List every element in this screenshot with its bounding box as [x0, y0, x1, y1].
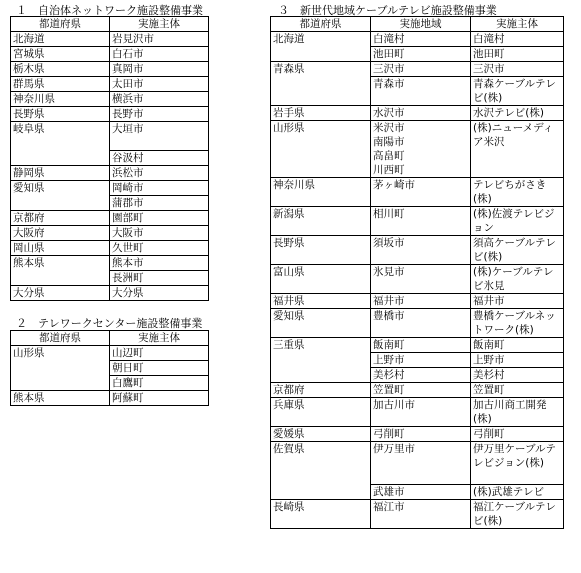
cell-area: 武雄市 — [371, 485, 471, 500]
cell-prefecture: 北海道 — [271, 32, 371, 47]
cell-implementer: 久世町 — [110, 241, 209, 256]
cell-prefecture: 岐阜県 — [11, 122, 110, 151]
cell-prefecture: 福井県 — [271, 294, 371, 309]
cell-area: 池田町 — [371, 47, 471, 62]
cell-implementer: (株)ケーブルテレビ氷見 — [471, 265, 564, 294]
cell-area: 福井市 — [371, 294, 471, 309]
section1-heading: １ 自治体ネットワーク施設整備事業 — [16, 4, 203, 17]
cell-area: 福江市 — [371, 500, 471, 529]
cell-area: 水沢市 — [371, 106, 471, 121]
cell-area: 弓削町 — [371, 427, 471, 442]
cell-implementer: 横浜市 — [110, 92, 209, 107]
header-implementer: 実施主体 — [110, 17, 209, 32]
cell-implementer: 山辺町 — [110, 346, 209, 361]
cell-implementer: 伊万里ケーブルテレビジョン(株) — [471, 442, 564, 485]
table-cable-tv — [270, 16, 564, 529]
header-implementer: 実施主体 — [471, 17, 564, 32]
cell-area: 伊万里市 — [371, 442, 471, 485]
cell-prefecture: 新潟県 — [271, 207, 371, 236]
cell-prefecture: 岩手県 — [271, 106, 371, 121]
cell-prefecture: 愛媛県 — [271, 427, 371, 442]
cell-prefecture: 熊本県 — [11, 256, 110, 271]
cell-prefecture — [11, 361, 110, 376]
cell-area: 豊橋市 — [371, 309, 471, 338]
cell-prefecture — [271, 77, 371, 106]
cell-area: 上野市 — [371, 353, 471, 368]
cell-prefecture: 愛知県 — [271, 309, 371, 338]
cell-implementer: 弓削町 — [471, 427, 564, 442]
header-prefecture: 都道府県 — [271, 17, 371, 32]
cell-area: 氷見市 — [371, 265, 471, 294]
cell-implementer: 加古川商工開発(株) — [471, 398, 564, 427]
cell-prefecture: 長野県 — [271, 236, 371, 265]
cell-prefecture — [11, 376, 110, 391]
cell-prefecture: 大阪府 — [11, 226, 110, 241]
cell-area: 美杉村 — [371, 368, 471, 383]
cell-implementer: 長洲町 — [110, 271, 209, 286]
cell-implementer: 豊橋ケーブルネットワーク(株) — [471, 309, 564, 338]
cell-prefecture: 愛知県 — [11, 181, 110, 196]
cell-area: 加古川市 — [371, 398, 471, 427]
cell-implementer: 大阪市 — [110, 226, 209, 241]
cell-implementer: 太田市 — [110, 77, 209, 92]
cell-prefecture: 静岡県 — [11, 166, 110, 181]
cell-area: 相川町 — [371, 207, 471, 236]
cell-prefecture — [271, 47, 371, 62]
cell-prefecture: 長崎県 — [271, 500, 371, 529]
header-implementer: 実施主体 — [110, 331, 209, 346]
cell-prefecture — [271, 485, 371, 500]
cell-prefecture: 青森県 — [271, 62, 371, 77]
cell-implementer: 飯南町 — [471, 338, 564, 353]
cell-implementer: 青森ケーブルテレビ(株) — [471, 77, 564, 106]
cell-implementer: 真岡市 — [110, 62, 209, 77]
cell-prefecture: 大分県 — [11, 286, 110, 301]
header-prefecture: 都道府県 — [11, 331, 110, 346]
cell-area: 米沢市 南陽市 高畠町 川西町 — [371, 121, 471, 178]
table-telework-center — [10, 330, 209, 406]
cell-prefecture: 宮城県 — [11, 47, 110, 62]
section2-heading: ２ テレワークセンター施設整備事業 — [16, 317, 203, 330]
cell-prefecture: 山形県 — [271, 121, 371, 178]
cell-prefecture: 群馬県 — [11, 77, 110, 92]
cell-implementer: 須高ケーブルテレビ(株) — [471, 236, 564, 265]
cell-prefecture: 神奈川県 — [271, 178, 371, 207]
cell-implementer: 浜松市 — [110, 166, 209, 181]
cell-implementer: 岩見沢市 — [110, 32, 209, 47]
cell-prefecture — [271, 368, 371, 383]
cell-implementer: 福江ケーブルテレビ(株) — [471, 500, 564, 529]
cell-implementer: (株)武雄テレビ — [471, 485, 564, 500]
cell-area: 青森市 — [371, 77, 471, 106]
cell-implementer: 大分県 — [110, 286, 209, 301]
cell-prefecture: 富山県 — [271, 265, 371, 294]
cell-prefecture — [271, 353, 371, 368]
table-local-government-network — [10, 16, 209, 301]
cell-implementer: 上野市 — [471, 353, 564, 368]
cell-implementer: 熊本市 — [110, 256, 209, 271]
cell-implementer: 池田町 — [471, 47, 564, 62]
cell-implementer: 阿蘇町 — [110, 391, 209, 406]
cell-implementer: (株)ニューメディア米沢 — [471, 121, 564, 178]
cell-implementer: 谷汲村 — [110, 151, 209, 166]
cell-implementer: 美杉村 — [471, 368, 564, 383]
cell-prefecture: 熊本県 — [11, 391, 110, 406]
cell-implementer: (株)佐渡テレビジョン — [471, 207, 564, 236]
cell-implementer: 福井市 — [471, 294, 564, 309]
cell-implementer: 三沢市 — [471, 62, 564, 77]
cell-prefecture: 山形県 — [11, 346, 110, 361]
cell-prefecture: 佐賀県 — [271, 442, 371, 485]
cell-area: 須坂市 — [371, 236, 471, 265]
cell-prefecture — [11, 151, 110, 166]
cell-prefecture: 京都府 — [271, 383, 371, 398]
cell-implementer: 白石市 — [110, 47, 209, 62]
cell-implementer: 岡崎市 — [110, 181, 209, 196]
cell-implementer: 白滝村 — [471, 32, 564, 47]
cell-prefecture — [11, 271, 110, 286]
cell-implementer: 大垣市 — [110, 122, 209, 151]
cell-implementer: 朝日町 — [110, 361, 209, 376]
header-area: 実施地域 — [371, 17, 471, 32]
cell-prefecture: 栃木県 — [11, 62, 110, 77]
cell-area: 白滝村 — [371, 32, 471, 47]
cell-implementer: 長野市 — [110, 107, 209, 122]
cell-implementer: 水沢テレビ(株) — [471, 106, 564, 121]
cell-implementer: 園部町 — [110, 211, 209, 226]
section3-heading: ３ 新世代地域ケーブルテレビ施設整備事業 — [278, 4, 497, 17]
cell-area: 三沢市 — [371, 62, 471, 77]
cell-area: 飯南町 — [371, 338, 471, 353]
cell-implementer: テレビちがさき(株) — [471, 178, 564, 207]
header-prefecture: 都道府県 — [11, 17, 110, 32]
cell-implementer: 笠置町 — [471, 383, 564, 398]
cell-prefecture: 京都府 — [11, 211, 110, 226]
cell-prefecture: 長野県 — [11, 107, 110, 122]
cell-implementer: 白鷹町 — [110, 376, 209, 391]
cell-prefecture: 岡山県 — [11, 241, 110, 256]
cell-prefecture — [11, 196, 110, 211]
cell-area: 笠置町 — [371, 383, 471, 398]
cell-implementer: 蒲郡市 — [110, 196, 209, 211]
cell-prefecture: 北海道 — [11, 32, 110, 47]
cell-prefecture: 神奈川県 — [11, 92, 110, 107]
cell-prefecture: 兵庫県 — [271, 398, 371, 427]
cell-area: 茅ヶ崎市 — [371, 178, 471, 207]
cell-prefecture: 三重県 — [271, 338, 371, 353]
